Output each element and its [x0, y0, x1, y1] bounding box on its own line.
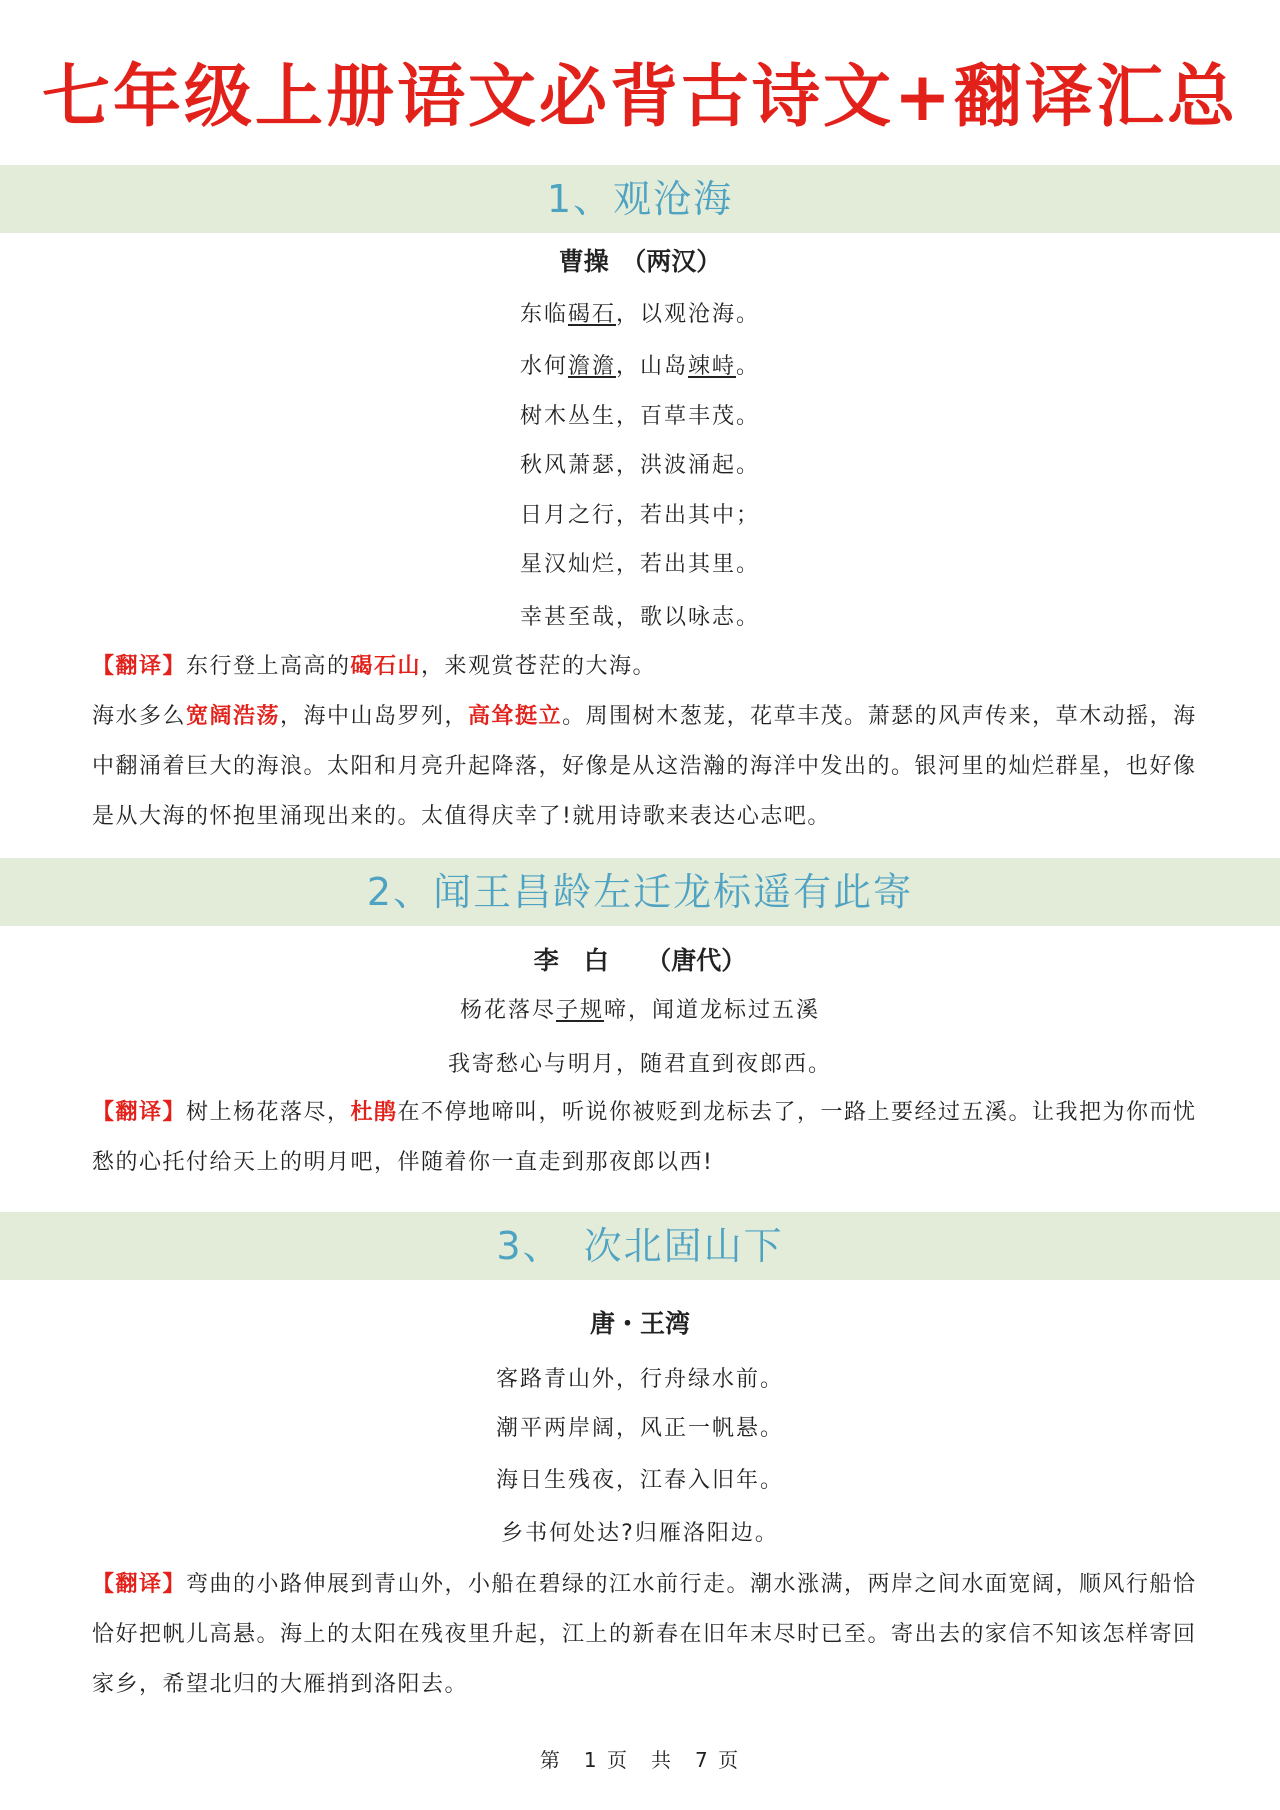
poem-1-line-4: 秋风萧瑟，洪波涌起。 [519, 453, 760, 478]
poem-2-translation-paragraph: 【翻译】树上杨花落尽，杜鹃在不停地啼叫，听说你被贬到龙标去了，一路上要经过五溪。让我把为你而忧愁的心托付给天上的明月吧，伴随着你一直走到那夜郎以西! [92, 1100, 1197, 1175]
poem-2-heading: 2、闻王昌龄左迁龙标遥有此寄 [0, 858, 1280, 926]
poem-3-heading: 3、 次北固山下 [0, 1212, 1280, 1280]
poem-3-line-2: 潮平两岸阔，风正一帆悬。 [495, 1416, 784, 1441]
poem-1-line-5: 日月之行，若出其中； [519, 503, 760, 528]
poem-3-line-1: 客路青山外，行舟绿水前。 [495, 1367, 784, 1392]
poem-1-line-2: 水何澹澹，山岛竦峙。 [519, 354, 761, 379]
poem-1-heading: 1、观沧海 [0, 165, 1280, 233]
poem-1-translation-line-1: 【翻译】东行登上高高的碣石山，来观赏苍茫的大海。 [92, 654, 657, 679]
poem-1-translation-paragraph: 海水多么宽阔浩荡，海中山岛罗列，高耸挺立。周围树木葱茏，花草丰茂。萧瑟的风声传来，草木动摇，海中翻涌着巨大的海浪。太阳和月亮升起降落，好像是从这浩瀚的海洋中发出的。银河里的灿烂群星，也好像是从大海的怀抱里涌现出来的。太值得庆幸了!就用诗歌来表达心志吧。 [92, 704, 1197, 829]
poem-1-author: 曹操 （两汉） [558, 247, 722, 276]
poem-3-line-4: 乡书何处达?归雁洛阳边。 [501, 1521, 779, 1546]
poem-3-line-3: 海日生残夜，江春入旧年。 [495, 1468, 784, 1493]
poem-1-translation [92, 642, 1197, 842]
poem-2-translation [92, 1088, 1197, 1188]
poem-1-line-1: 东临碣石，以观沧海。 [519, 302, 761, 327]
poem-1-line-7: 幸甚至哉，歌以咏志。 [519, 605, 760, 630]
poem-2-line-2: 我寄愁心与明月，随君直到夜郎西。 [447, 1052, 832, 1077]
page-footer: 第 1 页 共 7 页 [539, 1748, 741, 1772]
poem-3-translation-paragraph: 【翻译】弯曲的小路伸展到青山外，小船在碧绿的江水前行走。潮水涨满，两岸之间水面宽阔，顺风行船恰恰好把帆儿高悬。海上的太阳在残夜里升起，江上的新春在旧年末尽时已至。寄出去的家信不知该怎样寄回家乡，希望北归的大雁捎到洛阳去。 [92, 1572, 1197, 1697]
poem-1-line-6: 星汉灿烂，若出其里。 [519, 552, 760, 577]
poem-3-translation [92, 1560, 1197, 1710]
poem-1-line-3: 树木丛生，百草丰茂。 [519, 404, 760, 429]
page-title: 七年级上册语文必背古诗文+翻译汇总 [42, 58, 1238, 137]
poem-3-author: 唐・王湾 [589, 1309, 690, 1338]
poem-2-author: 李 白 （唐代） [533, 946, 747, 975]
poem-2-line-1: 杨花落尽子规啼，闻道龙标过五溪 [459, 998, 821, 1023]
